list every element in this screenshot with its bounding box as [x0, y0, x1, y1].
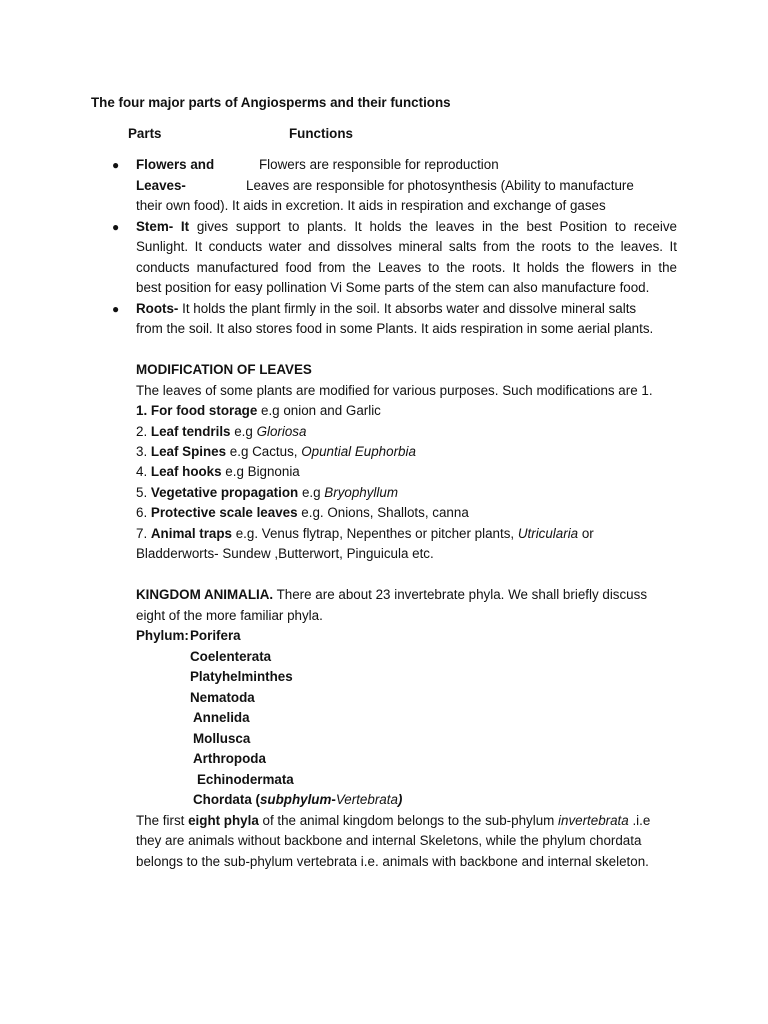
function-leaves: Leaves are responsible for photosynthesis (Ability to manufacture: [246, 178, 634, 193]
closing-text: of the animal kingdom belongs to the sub-phylum: [258, 813, 559, 828]
item-text: e.g: [230, 424, 257, 439]
item-number: 4.: [136, 464, 151, 479]
column-header-functions: Functions: [289, 126, 353, 141]
item-label: Vegetative propagation: [150, 485, 299, 500]
item-text-tail: or: [578, 526, 594, 541]
closing-italic: invertebrata: [558, 813, 629, 828]
kingdom-intro-cont: eight of the more familiar phyla.: [136, 608, 323, 623]
item-text: e.g Bignonia: [221, 464, 300, 479]
item-label: Animal traps: [150, 526, 232, 541]
item-label: Leaf hooks: [150, 464, 222, 479]
item-number: 3.: [136, 444, 151, 459]
phylum-item: Platyhelminthes: [190, 669, 293, 684]
modification-intro: The leaves of some plants are modified for various purposes. Such modifications are 1.: [136, 383, 653, 398]
function-leaves-cont: their own food). It aids in excretion. It aids in respiration and exchange of gases: [136, 198, 606, 213]
closing-line-2: they are animals without backbone and internal Skeletons, while the phylum chordata: [136, 833, 642, 848]
stem-line-1: [136, 217, 677, 237]
item-text: e.g onion and Garlic: [257, 403, 381, 418]
section-heading-modification: MODIFICATION OF LEAVES: [136, 362, 312, 377]
item-label: For food storage: [150, 403, 258, 418]
modification-item: [136, 483, 398, 503]
page-title: The four major parts of Angiosperms and their functions: [91, 95, 451, 110]
item-label: Leaf tendrils: [150, 424, 231, 439]
section-heading-kingdom: KINGDOM ANIMALIA.: [136, 587, 274, 602]
closing-line-1: [136, 811, 650, 831]
modification-item-cont: Bladderworts- Sundew ,Butterwort, Pinguicula etc.: [136, 546, 434, 561]
phylum-item: Echinodermata: [197, 772, 294, 787]
modification-item: [136, 503, 469, 523]
item-label: Protective scale leaves: [150, 505, 298, 520]
bullet-icon: ●: [112, 158, 120, 172]
part-label-leaves: Leaves-: [136, 178, 186, 193]
roots-line-1: [136, 299, 636, 319]
item-label: Leaf Spines: [150, 444, 227, 459]
chordata-subphylum: subphylum: [259, 792, 332, 807]
phylum-item: Annelida: [193, 710, 250, 725]
modification-item: [136, 524, 594, 544]
phylum-item-chordata: [193, 790, 402, 810]
kingdom-intro: [136, 585, 647, 605]
phylum-label: Phylum:: [136, 628, 189, 643]
stem-text: gives support to plants. It holds the leaves in the best Position to receive: [196, 219, 677, 234]
part-label-flowers: Flowers and: [136, 157, 215, 172]
item-example: Bryophyllum: [324, 485, 398, 500]
item-text: e.g. Venus flytrap, Nepenthes or pitcher plants,: [232, 526, 518, 541]
stem-line-3: conducts manufactured food from the Leaves to the roots. It holds the flowers in the: [136, 260, 677, 275]
kingdom-intro-text: There are about 23 invertebrate phyla. We shall briefly discuss: [273, 587, 648, 602]
roots-line-2: from the soil. It also stores food in some Plants. It aids respiration in some aerial plants.: [136, 321, 654, 336]
roots-text: It holds the plant firmly in the soil. It absorbs water and dissolve mineral salts: [178, 301, 637, 316]
item-number: 6.: [136, 505, 151, 520]
bullet-icon: ●: [112, 220, 120, 234]
chordata-close: ): [397, 792, 403, 807]
modification-item: [136, 401, 381, 421]
item-example: Gloriosa: [256, 424, 307, 439]
item-text: e.g Cactus,: [226, 444, 302, 459]
item-text: e.g: [298, 485, 325, 500]
modification-item: [136, 462, 300, 482]
part-label-stem: Stem- It: [136, 219, 190, 234]
phylum-item: Mollusca: [193, 731, 251, 746]
closing-text: The first: [136, 813, 189, 828]
stem-line-4: best position for easy pollination Vi Some parts of the stem can also manufacture food.: [136, 280, 650, 295]
closing-text: .i.e: [628, 813, 651, 828]
modification-item: [136, 422, 306, 442]
function-flowers: Flowers are responsible for reproduction: [259, 157, 499, 172]
column-header-parts: Parts: [128, 126, 162, 141]
chordata-dash: -: [331, 792, 336, 807]
item-number: 2.: [136, 424, 151, 439]
phylum-item: Nematoda: [190, 690, 255, 705]
item-example: Opuntial Euphorbia: [301, 444, 416, 459]
chordata-text: Chordata (: [193, 792, 260, 807]
phylum-item: Porifera: [190, 628, 241, 643]
bullet-icon: ●: [112, 302, 120, 316]
item-number: 1.: [136, 403, 148, 418]
item-example: Utricularia: [517, 526, 579, 541]
closing-line-3: belongs to the sub-phylum vertebrata i.e. animals with backbone and internal skeleton.: [136, 854, 649, 869]
phylum-item: Arthropoda: [193, 751, 266, 766]
chordata-vertebrata: Vertebrata: [335, 792, 398, 807]
modification-item: [136, 442, 416, 462]
stem-line-2: Sunlight. It conducts water and dissolves mineral salts from the roots to the leaves. It: [136, 239, 677, 254]
closing-bold: eight phyla: [188, 813, 259, 828]
item-text: e.g. Onions, Shallots, canna: [297, 505, 469, 520]
part-label-roots: Roots-: [136, 301, 179, 316]
item-number: 7.: [136, 526, 151, 541]
phylum-item: Coelenterata: [190, 649, 272, 664]
item-number: 5.: [136, 485, 151, 500]
